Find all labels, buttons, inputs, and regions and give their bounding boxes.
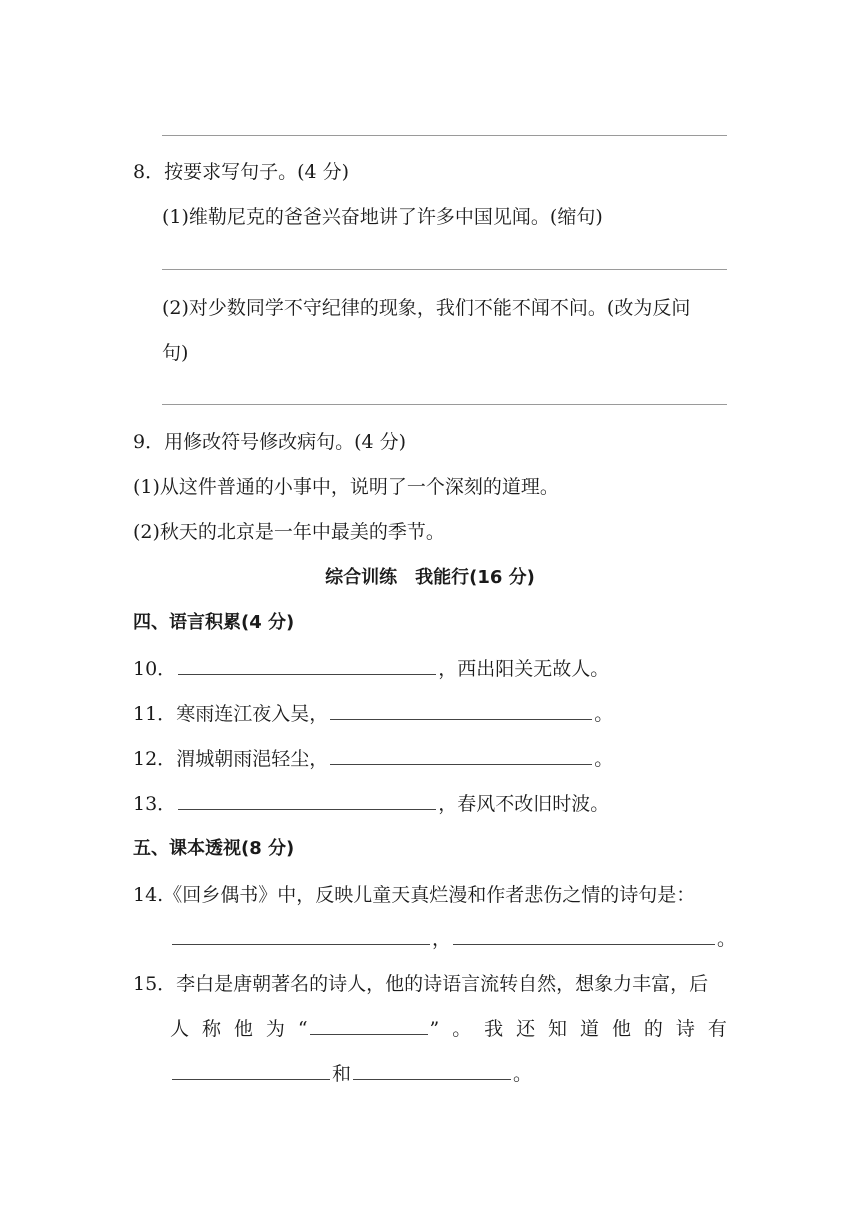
q8-part2-line2: 句) xyxy=(162,342,189,364)
q15-word: 。 xyxy=(452,1018,472,1040)
q8-part2-line1 xyxy=(162,299,727,318)
section-title: 综合训练 我能行(16 分) xyxy=(325,567,535,588)
q14-blank-1[interactable] xyxy=(172,942,430,945)
q15-open-quote: “ xyxy=(297,1018,308,1040)
q11-end: 。 xyxy=(594,703,614,725)
q10-blank[interactable] xyxy=(178,672,436,675)
q15-close-quote: ” xyxy=(429,1018,440,1040)
q8-part1: (1)维勒尼克的爸爸兴奋地讲了许多中国见闻。(缩句) xyxy=(162,206,603,228)
q13-number: 13． xyxy=(133,793,177,815)
q14-answer xyxy=(170,930,736,949)
q13-text: ，春风不改旧时波。 xyxy=(438,793,610,815)
q15-word: 称 xyxy=(201,1018,221,1040)
q13-blank[interactable] xyxy=(178,807,436,810)
q15-line1 xyxy=(133,975,727,994)
q15-word: 人 xyxy=(170,1018,190,1040)
q8-title: 8．按要求写句子。(4 分) xyxy=(133,161,350,183)
q10 xyxy=(133,660,609,679)
q15-word: 我 xyxy=(484,1018,504,1040)
q15-word: 还 xyxy=(516,1018,536,1040)
q13 xyxy=(133,795,609,814)
q11-blank[interactable] xyxy=(330,717,592,720)
q15-word: 有 xyxy=(707,1018,727,1040)
answer-line xyxy=(162,269,727,270)
q14-blank-2[interactable] xyxy=(453,942,715,945)
q12-end: 。 xyxy=(594,748,614,770)
q12-text: 渭城朝雨浥轻尘， xyxy=(176,748,329,770)
q12-blank[interactable] xyxy=(330,762,592,765)
q15-word: 诗 xyxy=(675,1018,695,1040)
answer-line xyxy=(162,135,727,136)
q11 xyxy=(133,705,613,724)
q15-word: 的 xyxy=(643,1018,663,1040)
q12 xyxy=(133,750,613,769)
q15-end: 。 xyxy=(513,1063,533,1085)
part5-heading: 五、课本透视(8 分) xyxy=(133,838,295,859)
q9-part2: (2)秋天的北京是一年中最美的季节。 xyxy=(133,521,445,543)
q15-word: 道 xyxy=(580,1018,600,1040)
q11-number: 11． xyxy=(133,703,177,725)
q15-word: 知 xyxy=(548,1018,568,1040)
q14 xyxy=(133,886,727,905)
answer-line xyxy=(162,404,727,405)
q10-number: 10． xyxy=(133,658,177,680)
q15-word: 他 xyxy=(233,1018,253,1040)
q9-part1: (1)从这件普通的小事中，说明了一个深刻的道理。 xyxy=(133,476,559,498)
q15-line2 xyxy=(170,1020,727,1039)
q9-title: 9．用修改符号修改病句。(4 分) xyxy=(133,431,407,453)
q14-text: 14.《回乡偶书》中，反映儿童天真烂漫和作者悲伤之情的诗句是： xyxy=(133,884,696,906)
q14-end: 。 xyxy=(717,928,737,950)
q15-word: 他 xyxy=(611,1018,631,1040)
q15-line3 xyxy=(170,1065,532,1084)
q15-poem-blank-1[interactable] xyxy=(172,1077,330,1080)
q14-comma: ， xyxy=(432,928,452,950)
q11-text: 寒雨连江夜入吴， xyxy=(176,703,329,725)
q15-nickname-blank[interactable] xyxy=(310,1032,428,1035)
q10-text: ，西出阳关无故人。 xyxy=(438,658,610,680)
part4-heading: 四、语言积累(4 分) xyxy=(133,612,295,633)
q8-part2-text: (2)对少数同学不守纪律的现象，我们不能不闻不问。(改为反问 xyxy=(162,297,691,319)
q15-nickname-group xyxy=(298,1020,439,1039)
q15-and: 和 xyxy=(332,1063,352,1085)
q12-number: 12． xyxy=(133,748,177,770)
q15-text: 15．李白是唐朝著名的诗人，他的诗语言流转自然，想象力丰富，后 xyxy=(133,973,709,995)
q15-word: 为 xyxy=(265,1018,285,1040)
q15-poem-blank-2[interactable] xyxy=(353,1077,511,1080)
